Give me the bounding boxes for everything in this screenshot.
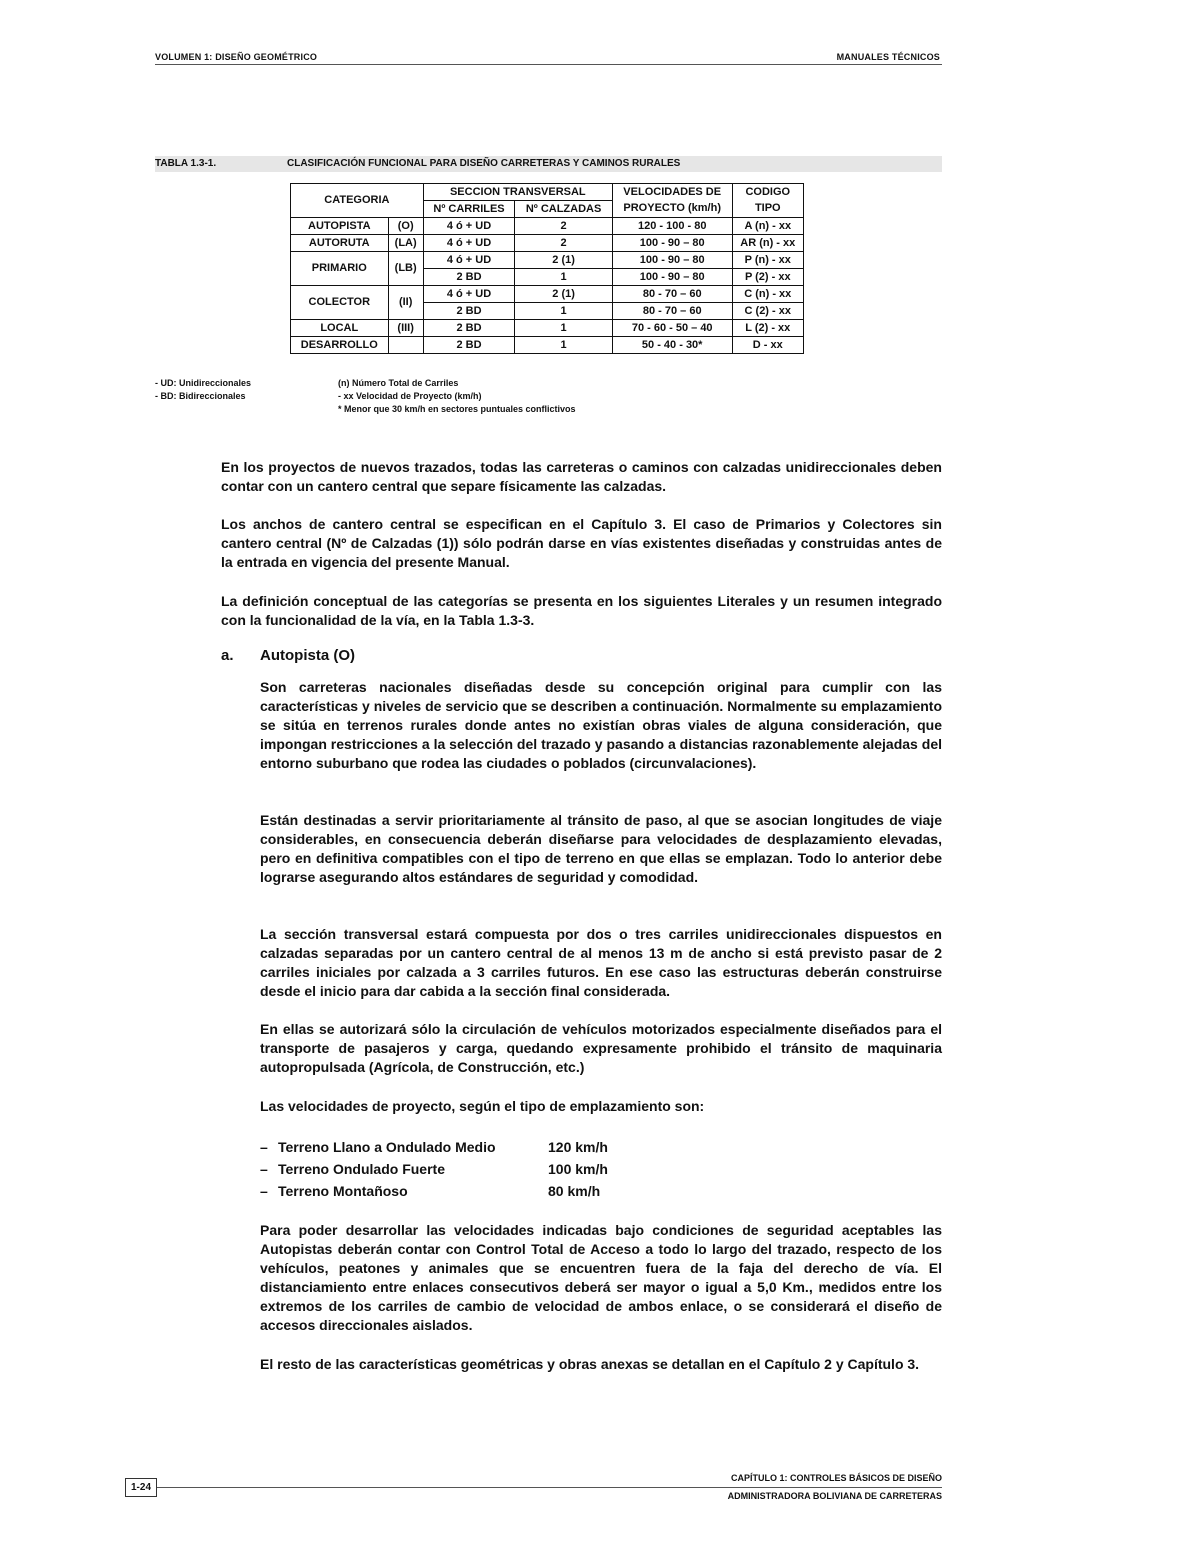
header-categoria: CATEGORIA <box>291 184 424 218</box>
section-heading <box>221 647 355 664</box>
cell-categoria: LOCAL <box>291 320 389 337</box>
terrain-name: Terreno Llano a Ondulado Medio <box>278 1139 496 1155</box>
paragraph: Las velocidades de proyecto, según el tipo de emplazamiento son: <box>260 1098 705 1114</box>
cell-carriles: 2 BD <box>423 320 515 337</box>
header-codigo-1: CODIGO <box>732 184 803 201</box>
table-row <box>291 218 804 235</box>
list-item <box>260 1136 608 1158</box>
cell-codigo: C (n) - xx <box>732 286 803 303</box>
cell-velocidades: 80 - 70 – 60 <box>612 286 732 303</box>
table-row <box>291 252 804 269</box>
cell-calzadas: 2 (1) <box>515 252 613 269</box>
cell-velocidades: 70 - 60 - 50 – 40 <box>612 320 732 337</box>
cell-codigo: P (n) - xx <box>732 252 803 269</box>
cell-calzadas: 1 <box>515 303 613 320</box>
table-notes-right <box>338 377 576 416</box>
cell-codigo: P (2) - xx <box>732 269 803 286</box>
cell-velocidades: 120 - 100 - 80 <box>612 218 732 235</box>
cell-abbr: (O) <box>388 218 423 235</box>
cell-carriles: 2 BD <box>423 269 515 286</box>
cell-velocidades: 100 - 90 – 80 <box>612 269 732 286</box>
speed-value: 120 km/h <box>548 1139 608 1155</box>
header-volume: VOLUMEN 1: DISEÑO GEOMÉTRICO <box>155 52 318 62</box>
cell-carriles: 2 BD <box>423 303 515 320</box>
cell-velocidades: 100 - 90 – 80 <box>612 235 732 252</box>
cell-calzadas: 1 <box>515 320 613 337</box>
list-dash: – <box>260 1139 268 1155</box>
cell-carriles: 4 ó + UD <box>423 218 515 235</box>
header-carriles: Nº CARRILES <box>423 201 515 218</box>
table-number: TABLA 1.3-1. <box>155 158 217 169</box>
list-dash: – <box>260 1161 268 1177</box>
cell-codigo: D - xx <box>732 337 803 354</box>
table-title: CLASIFICACIÓN FUNCIONAL PARA DISEÑO CARRETERAS Y CAMINOS RURALES <box>287 158 681 169</box>
header-calzadas: Nº CALZADAS <box>515 201 613 218</box>
cell-categoria: AUTORUTA <box>291 235 389 252</box>
cell-categoria: PRIMARIO <box>291 252 389 286</box>
cell-categoria: COLECTOR <box>291 286 389 320</box>
header-codigo-2: TIPO <box>732 201 803 218</box>
cell-carriles: 4 ó + UD <box>423 235 515 252</box>
paragraph: En ellas se autorizará sólo la circulación de vehículos motorizados especialmente diseñados para el transporte de pasajeros y carga, quedando expresamente prohibido el tránsito de maquinaria autopropulsada (Agrícola, de Construcción, etc.) <box>260 1021 942 1075</box>
note-line: * Menor que 30 km/h en sectores puntuales conflictivos <box>338 404 576 414</box>
cell-calzadas: 1 <box>515 337 613 354</box>
paragraph: En los proyectos de nuevos trazados, todas las carreteras o caminos con calzadas unidireccionales deben contar con un cantero central que separe físicamente las calzadas. <box>221 459 942 494</box>
cell-codigo: A (n) - xx <box>732 218 803 235</box>
cell-categoria: DESARROLLO <box>291 337 389 354</box>
footer-chapter: CAPÍTULO 1: CONTROLES BÁSICOS DE DISEÑO <box>730 1473 942 1483</box>
note-line: - BD: Bidireccionales <box>155 391 246 401</box>
section-title: Autopista (O) <box>260 647 355 664</box>
cell-calzadas: 2 (1) <box>515 286 613 303</box>
note-line: (n) Número Total de Carriles <box>338 378 459 388</box>
paragraph: La definición conceptual de las categorías se presenta en los siguientes Literales y un resumen integrado con la funcionalidad de la vía, en la Tabla 1.3-3. <box>221 593 942 628</box>
speed-value: 100 km/h <box>548 1161 608 1177</box>
table-row <box>291 286 804 303</box>
cell-carriles: 4 ó + UD <box>423 286 515 303</box>
table-row <box>291 235 804 252</box>
cell-velocidades: 50 - 40 - 30* <box>612 337 732 354</box>
cell-carriles: 4 ó + UD <box>423 252 515 269</box>
table-caption <box>155 156 942 172</box>
list-dash: – <box>260 1183 268 1199</box>
cell-codigo: L (2) - xx <box>732 320 803 337</box>
table-row <box>291 320 804 337</box>
table-header-row <box>291 184 804 201</box>
cell-abbr: (II) <box>388 286 423 320</box>
footer-organization: ADMINISTRADORA BOLIVIANA DE CARRETERAS <box>727 1491 942 1501</box>
page-number: 1-24 <box>125 1478 157 1497</box>
cell-velocidades: 100 - 90 – 80 <box>612 252 732 269</box>
footer-rule <box>155 1487 942 1488</box>
cell-velocidades: 80 - 70 – 60 <box>612 303 732 320</box>
classification-table <box>290 183 804 354</box>
table-notes-left <box>155 377 251 403</box>
paragraph: El resto de las características geométricas y obras anexas se detallan en el Capítulo 2 y Capítulo 3. <box>260 1356 920 1372</box>
table-row <box>291 337 804 354</box>
cell-abbr: (LB) <box>388 252 423 286</box>
header-seccion: SECCION TRANSVERSAL <box>423 184 612 201</box>
cell-calzadas: 2 <box>515 218 613 235</box>
paragraph: Están destinadas a servir prioritariamente al tránsito de paso, al que se asocian longitudes de viaje considerables, en consecuencia deberán diseñarse para velocidades de desplazamiento elevadas, pero en definitiva compatibles con el tipo de terreno en que ellas se emplazan. Todo lo anterior debe lograrse asegurando altos estándares de seguridad y comodidad. <box>260 812 942 885</box>
header-rule <box>155 64 942 65</box>
paragraph: La sección transversal estará compuesta por dos o tres carriles unidireccionales dispuestos en calzadas separadas por un cantero central de al menos 13 m de ancho si está previsto pasar de 2 carriles iniciales por calzada a 3 carriles futuros. En ese caso las estructuras deberán construirse desde el inicio para dar cabida a la sección final considerada. <box>260 926 942 999</box>
paragraph: Los anchos de cantero central se especifican en el Capítulo 3. El caso de Primarios y Colectores sin cantero central (Nº de Calzadas (1)) sólo podrán darse en vías existentes diseñadas y construidas antes de la entrada en vigencia del presente Manual. <box>221 516 942 570</box>
header-manuals: MANUALES TÉCNICOS <box>836 52 940 62</box>
paragraph: Son carreteras nacionales diseñadas desde su concepción original para cumplir con las características y niveles de servicio que se describen a continuación. Normalmente su emplazamiento se sitúa en terrenos rurales donde antes no existían obras viales de alguna consideración, que impongan restricciones a la selección del trazado y pasando a distancias razonablemente alejadas del entorno suburbano que rodea las ciudades o poblados (circunvalaciones). <box>260 679 942 771</box>
header-velocidades-1: VELOCIDADES DE <box>612 184 732 201</box>
header-velocidades-2: PROYECTO (km/h) <box>612 201 732 218</box>
cell-abbr: (LA) <box>388 235 423 252</box>
note-line: - xx Velocidad de Proyecto (km/h) <box>338 391 482 401</box>
speed-list <box>260 1136 608 1202</box>
cell-carriles: 2 BD <box>423 337 515 354</box>
terrain-name: Terreno Ondulado Fuerte <box>278 1161 445 1177</box>
list-item <box>260 1180 608 1202</box>
note-line: - UD: Unidireccionales <box>155 378 252 388</box>
section-letter: a. <box>221 647 234 664</box>
paragraph: Para poder desarrollar las velocidades indicadas bajo condiciones de seguridad aceptables las Autopistas deberán contar con Control Total de Acceso a todo lo largo del trazado, respecto de los vehículos, peatones y animales que se encuentren fuera de la faja del derecho de vía. El distanciamiento entre enlaces consecutivos deberá ser mayor o igual a 5,0 Km., medidos entre los extremos de los carriles de cambio de velocidad de ambos enlace, o se considerará el diseño de accesos direccionales aislados. <box>260 1222 942 1333</box>
speed-value: 80 km/h <box>548 1183 601 1199</box>
cell-codigo: C (2) - xx <box>732 303 803 320</box>
cell-codigo: AR (n) - xx <box>732 235 803 252</box>
terrain-name: Terreno Montañoso <box>278 1183 408 1199</box>
cell-calzadas: 2 <box>515 235 613 252</box>
cell-calzadas: 1 <box>515 269 613 286</box>
cell-abbr <box>388 337 423 354</box>
list-item <box>260 1158 608 1180</box>
cell-abbr: (III) <box>388 320 423 337</box>
cell-categoria: AUTOPISTA <box>291 218 389 235</box>
